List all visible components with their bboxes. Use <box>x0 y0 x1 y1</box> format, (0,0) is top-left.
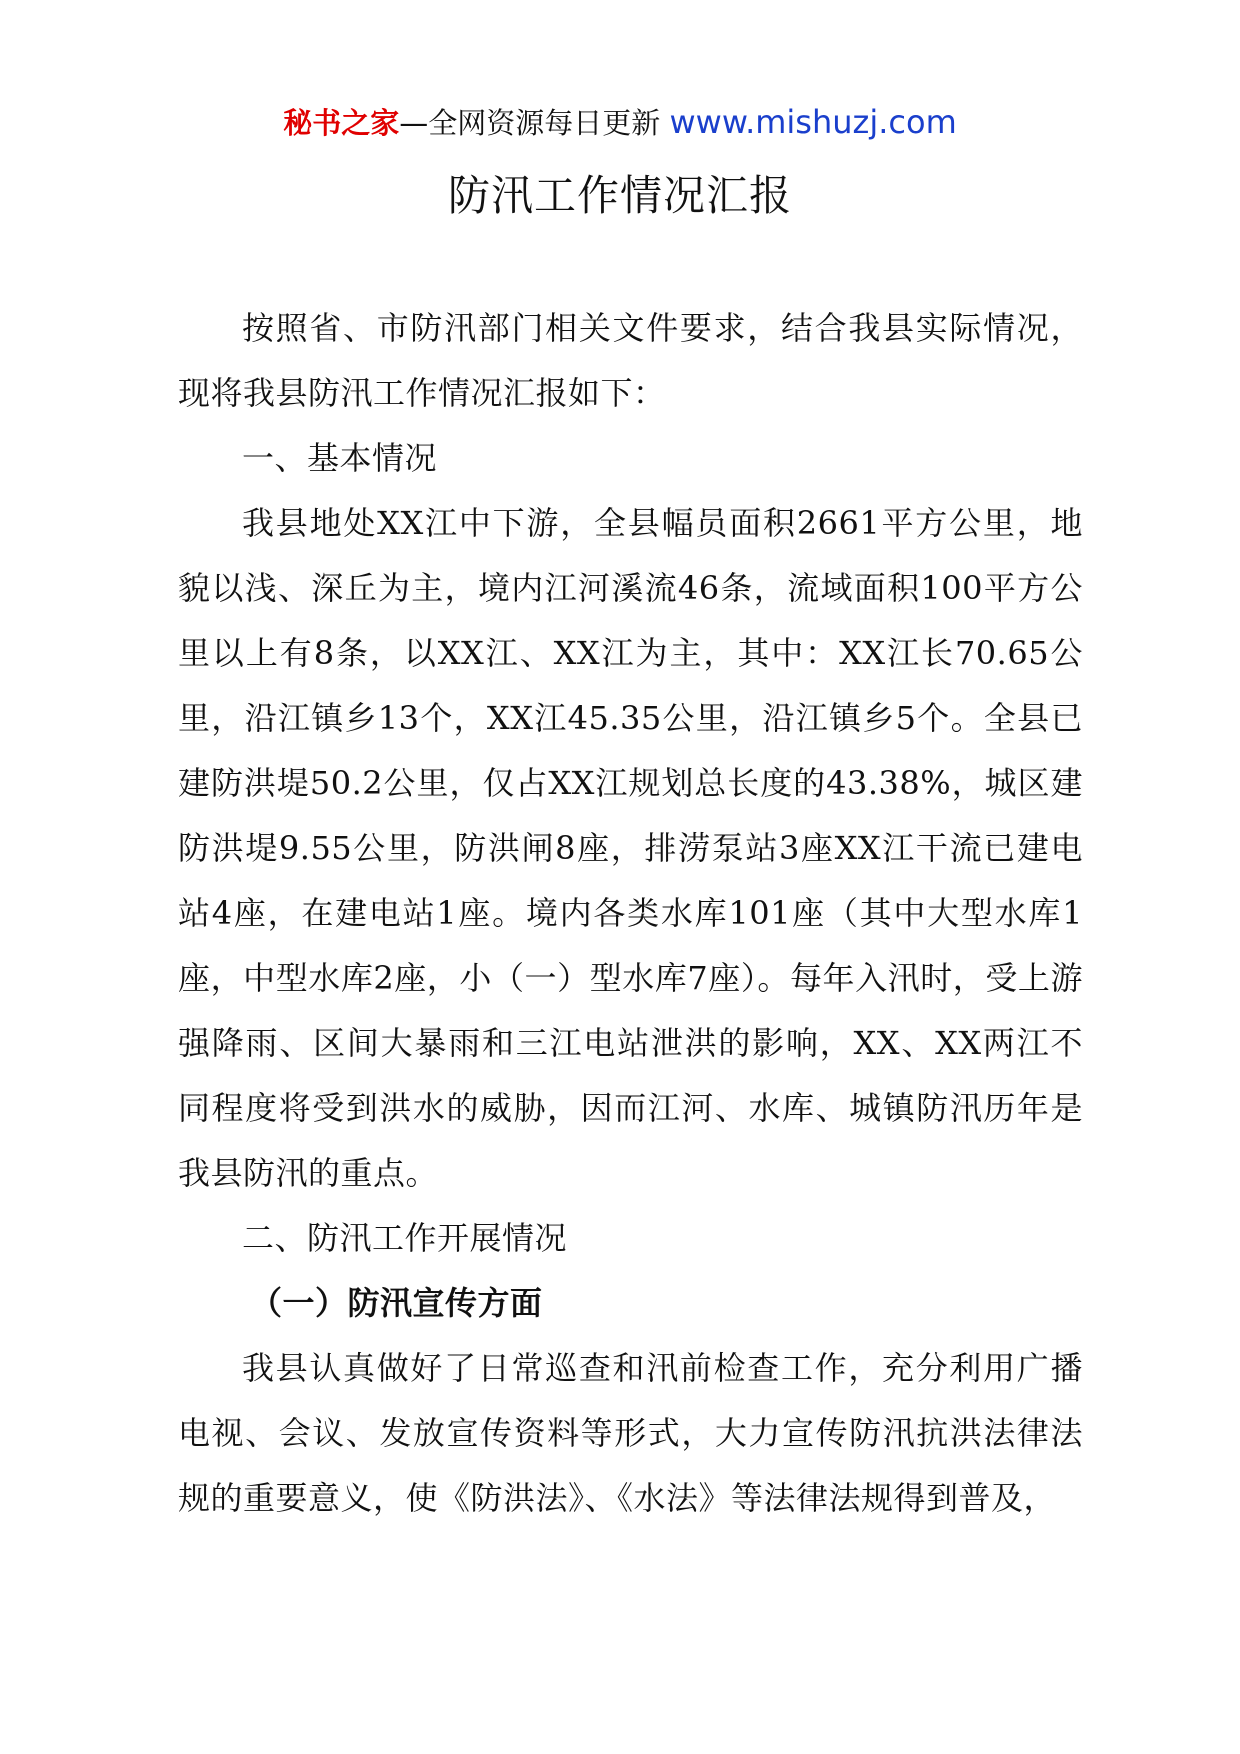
basic-situation-paragraph: 我县地处XX江中下游，全县幅员面积2661平方公里，地貌以浅、深丘为主，境内江河溪流46条，流域面积100平方公里以上有8条，以XX江、XX江为主，其中：XX江长70.65公里，沿江镇乡13个，XX江45.35公里，沿江镇乡5个。全县已建防洪堤50.2公里，仅占XX江规划总长度的43.38%，城区建防洪堤9.55公里，防洪闸8座，排涝泵站3座XX江干流已建电站4座，在建电站1座。境内各类水库101座（其中大型水库1座，中型水库2座，小（一）型水库7座）。每年入汛时，受上游强降雨、区间大暴雨和三江电站泄洪的影响，XX、XX两江不同程度将受到洪水的威胁，因而江河、水库、城镇防汛历年是我县防汛的重点。 <box>178 504 1083 1192</box>
document-title: 防汛工作情况汇报 <box>447 171 792 220</box>
brand-name: 秘书之家 <box>283 106 400 140</box>
subsection-heading-publicity: （一）防汛宣传方面 <box>250 1284 543 1322</box>
document-body <box>178 296 1083 1531</box>
site-url-link[interactable]: www.mishuzj.com <box>669 103 957 141</box>
intro-paragraph: 按照省、市防汛部门相关文件要求，结合我县实际情况，现将我县防汛工作情况汇报如下： <box>178 309 1083 412</box>
section-heading-basic: 一、基本情况 <box>242 439 438 477</box>
site-banner <box>0 100 1240 145</box>
banner-tagline: —全网资源每日更新 <box>399 106 670 140</box>
publicity-paragraph: 我县认真做好了日常巡查和汛前检查工作，充分利用广播电视、会议、发放宣传资料等形式，大力宣传防汛抗洪法律法规的重要意义，使《防洪法》、《水法》等法律法规得到普及， <box>178 1349 1083 1517</box>
section-heading-work: 二、防汛工作开展情况 <box>242 1219 568 1257</box>
